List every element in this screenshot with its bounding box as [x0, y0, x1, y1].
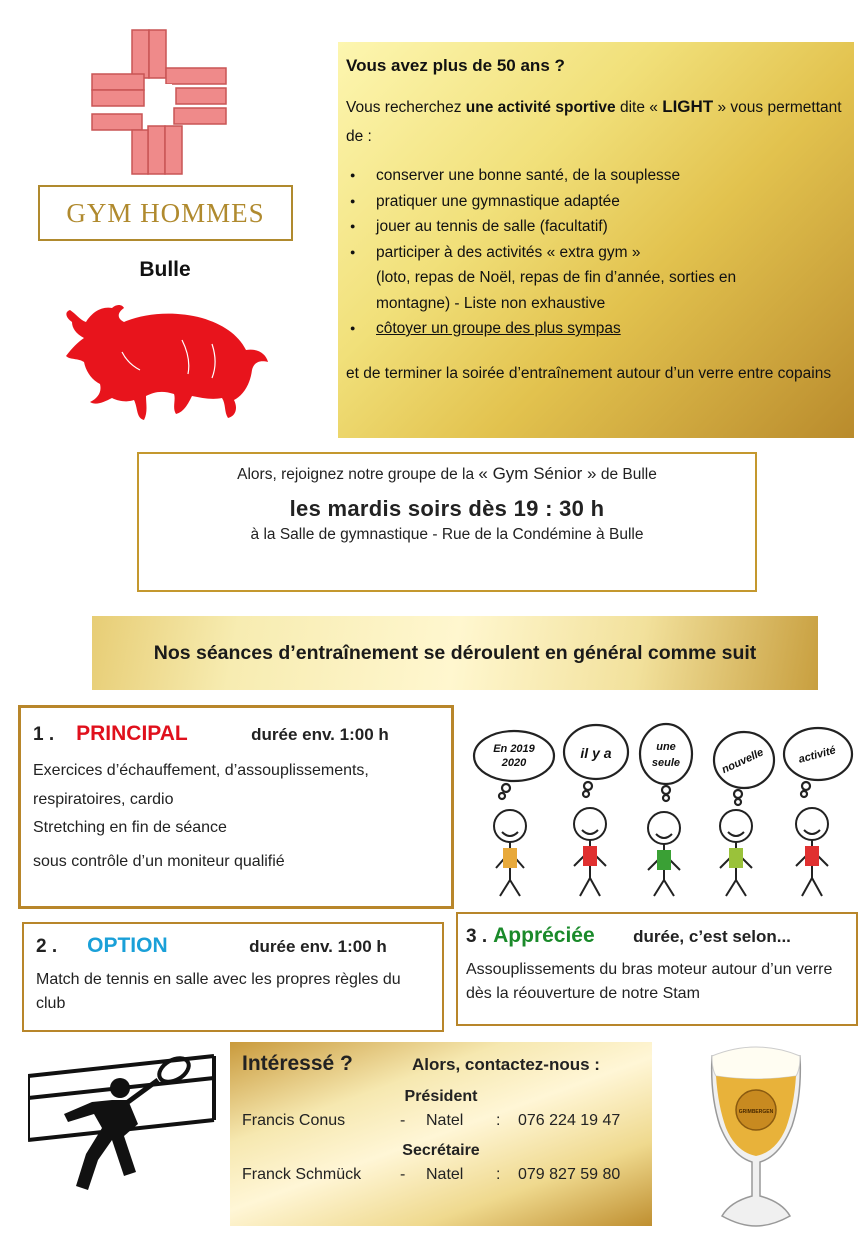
- appreciee-number: 3 .: [466, 926, 488, 947]
- secretary-name: Franck Schmück: [242, 1166, 362, 1183]
- intro-paragraph: [346, 92, 844, 151]
- schedule-intro: [139, 464, 755, 484]
- beer-brand-text: GRIMBERGEN: [738, 1109, 774, 1115]
- secretary-tel-label: Natel: [426, 1166, 464, 1183]
- appreciee-duration: durée, c’est selon...: [633, 927, 791, 946]
- principal-line: sous contrôle d’un moniteur qualifié: [33, 853, 285, 870]
- swiss-cross-logo-icon: [88, 28, 230, 176]
- bubble-3-line2: seule: [651, 757, 681, 769]
- bullet-text: conserver une bonne santé, de la souplesse: [376, 167, 681, 184]
- schedule-intro-a: Alors, rejoignez notre groupe de la: [237, 466, 479, 483]
- bullet-text: côtoyer un groupe des plus sympas: [376, 320, 621, 337]
- intro-closing: et de terminer la soirée d’entraînement autour d’un verre entre copains: [346, 364, 832, 382]
- option-body: Match de tennis en salle avec les propres règles du club: [36, 971, 401, 1012]
- secretary-dash: -: [400, 1166, 406, 1183]
- bullet-subtext: (loto, repas de Noël, repas de fin d’année, sorties en: [376, 269, 737, 286]
- secretary-phone[interactable]: 079 827 59 80: [518, 1166, 621, 1183]
- president-row: [242, 1112, 640, 1130]
- bullet-text: pratiquer une gymnastique adaptée: [376, 192, 620, 210]
- contact-title: Intéressé ?: [242, 1052, 353, 1075]
- principal-duration: durée env. 1:00 h: [251, 725, 389, 744]
- people-speech-bubbles-illustration: [470, 720, 860, 900]
- secretary-label: Secrétaire: [402, 1142, 480, 1159]
- president-name: Francis Conus: [242, 1112, 346, 1129]
- list-item: [346, 189, 844, 215]
- schedule-group-name: « Gym Sénior »: [478, 464, 597, 483]
- intro-panel: [338, 42, 854, 438]
- option-number: 2 .: [36, 936, 58, 957]
- list-item: [346, 163, 844, 189]
- principal-title: PRINCIPAL: [76, 722, 188, 745]
- bubble-2: il y a: [580, 745, 612, 761]
- intro-text-a: Vous recherchez: [346, 99, 466, 116]
- principal-line: respiratoires, cardio: [33, 791, 174, 808]
- contact-panel: [230, 1042, 652, 1226]
- contact-header: [242, 1052, 640, 1076]
- schedule-location: à la Salle de gymnastique - Rue de la Condémine à Bulle: [250, 526, 644, 543]
- principal-line: Stretching en fin de séance: [33, 819, 227, 836]
- principal-header: [33, 722, 441, 746]
- beer-glass-icon: [700, 1036, 812, 1230]
- intro-text-b: une activité sportive: [465, 99, 616, 116]
- list-item: [346, 214, 844, 240]
- list-item: [346, 316, 844, 342]
- sessions-banner: Nos séances d’entraînement se déroulent en général comme suit: [92, 616, 818, 690]
- intro-text-light: LIGHT: [662, 97, 714, 116]
- bull-icon: [62, 300, 270, 422]
- appreciee-title: Appréciée: [493, 924, 595, 947]
- principal-number: 1 .: [33, 724, 55, 745]
- logo-title: GYM HOMMES: [38, 185, 293, 241]
- bubble-1-line2: 2020: [501, 757, 527, 769]
- bullet-subtext: montagne) - Liste non exhaustive: [376, 294, 606, 312]
- bubble-5: activité: [797, 744, 838, 766]
- intro-text-e: » vous permettant de :: [346, 99, 842, 145]
- secretary-row: [242, 1166, 640, 1184]
- secretary-colon: :: [496, 1166, 501, 1183]
- president-phone[interactable]: 076 224 19 47: [518, 1112, 621, 1129]
- bubble-4: nouvelle: [719, 746, 766, 777]
- option-header: [36, 934, 432, 958]
- contact-subtitle: Alors, contactez-nous :: [412, 1055, 600, 1074]
- schedule-time: les mardis soirs dès 19 : 30 h: [289, 496, 605, 521]
- session-appreciee: [456, 912, 858, 1026]
- appreciee-body: Assouplissements du bras moteur autour d’un verre dès la réouverture de notre Stam: [466, 961, 833, 1002]
- bubble-1-line1: En 2019: [493, 743, 535, 755]
- bullet-text: jouer au tennis de salle (facultatif): [376, 218, 608, 235]
- schedule-intro-c: de Bulle: [596, 466, 657, 483]
- principal-body: [33, 756, 441, 876]
- list-item: [346, 240, 844, 317]
- intro-text-c: dite «: [615, 99, 663, 116]
- president-dash: -: [400, 1112, 406, 1129]
- tennis-player-icon: [28, 1040, 218, 1210]
- intro-heading: Vous avez plus de 50 ans ?: [346, 56, 565, 75]
- intro-bullet-list: [346, 163, 844, 342]
- appreciee-header: [466, 924, 848, 948]
- president-colon: :: [496, 1112, 501, 1129]
- logo-city: Bulle: [139, 258, 191, 281]
- schedule-box: [137, 452, 757, 592]
- bubble-3-line1: une: [656, 741, 676, 753]
- option-duration: durée env. 1:00 h: [249, 937, 387, 956]
- president-tel-label: Natel: [426, 1112, 464, 1129]
- principal-line: Exercices d’échauffement, d’assouplissements,: [33, 762, 369, 779]
- option-title: OPTION: [87, 934, 168, 957]
- president-label: Président: [404, 1088, 478, 1105]
- session-option: [22, 922, 444, 1032]
- bullet-text: participer à des activités « extra gym »: [376, 243, 641, 261]
- session-principal: [18, 705, 454, 909]
